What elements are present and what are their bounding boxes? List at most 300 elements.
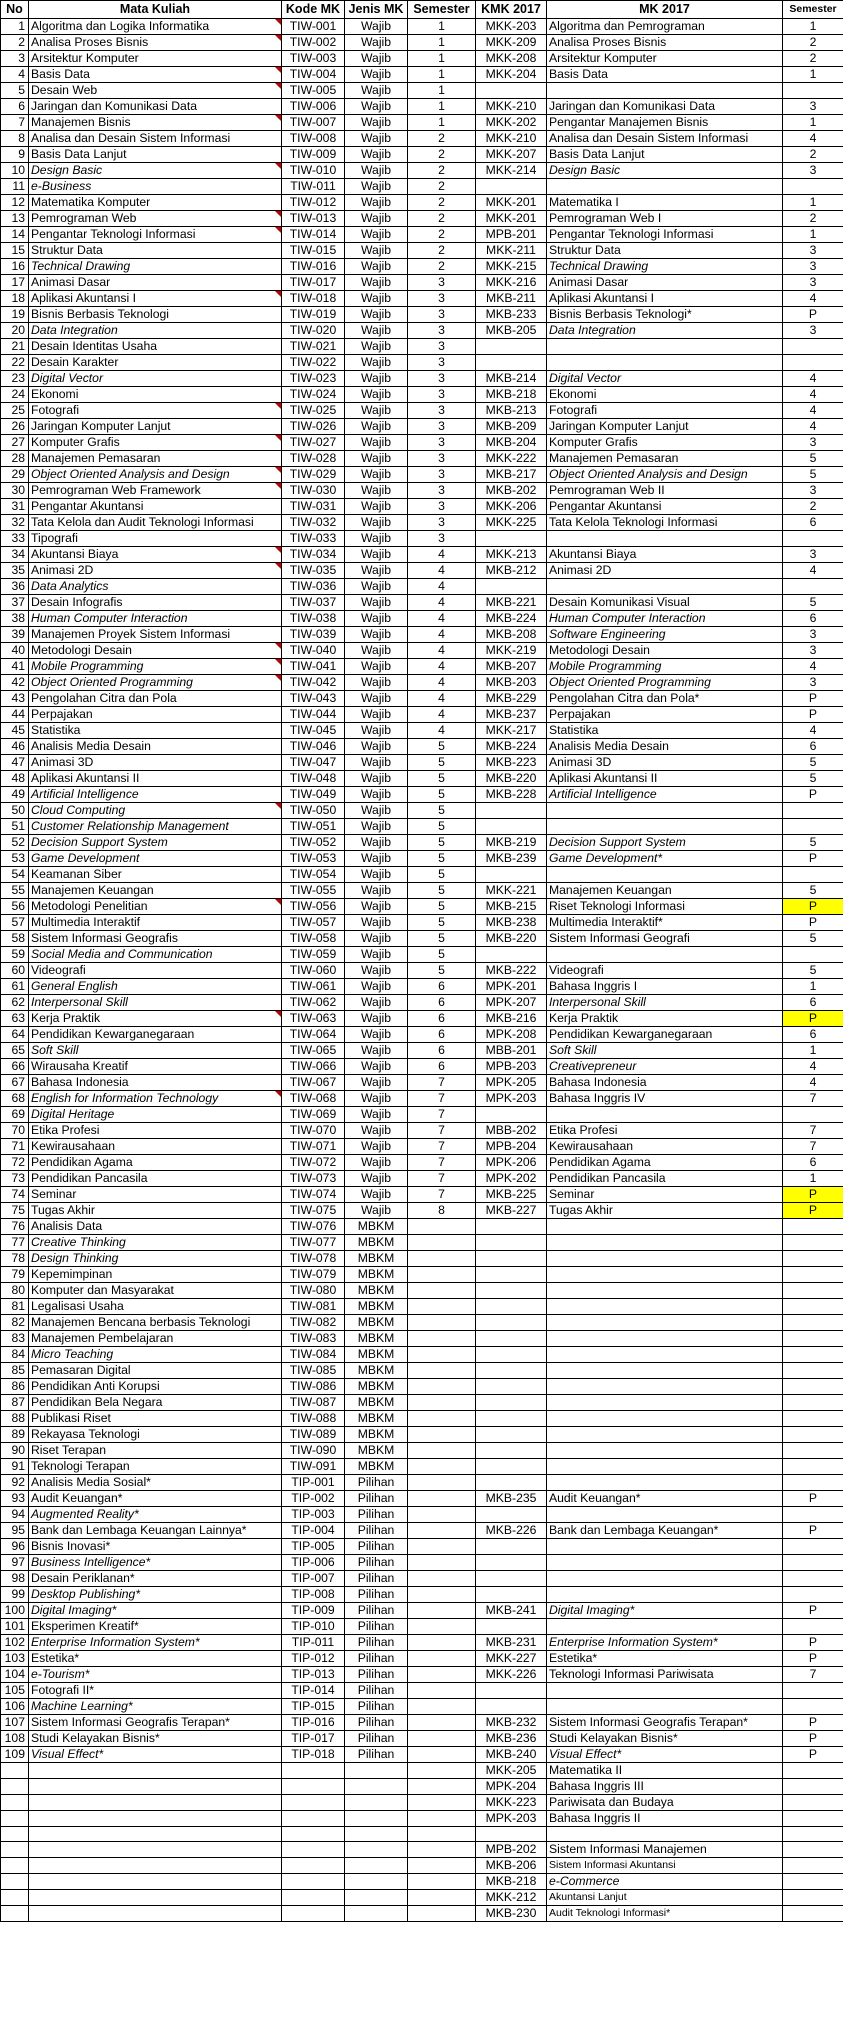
cell-no: 15 [1, 242, 29, 258]
cell-mk-2017: Decision Support System [547, 834, 783, 850]
cell-mk-2017: Bahasa Inggris II [547, 1810, 783, 1826]
cell-semester-2017 [783, 1234, 843, 1250]
cell-mk-2017: Audit Teknologi Informasi* [547, 1906, 783, 1922]
cell-semester-2017: P [783, 1010, 843, 1026]
cell-mk-2017: Pengantar Manajemen Bisnis [547, 114, 783, 130]
cell-semester-2017 [783, 1442, 843, 1458]
cell-no: 102 [1, 1634, 29, 1650]
table-row [1, 1202, 843, 1218]
cell-semester: 4 [408, 578, 476, 594]
cell-mata-kuliah [29, 1858, 282, 1874]
cell-mata-kuliah: Manajemen Proyek Sistem Informasi [29, 626, 282, 642]
cell-kmk-2017: MKK-208 [476, 50, 547, 66]
cell-mk-2017 [547, 1394, 783, 1410]
cell-jenis-mk: Pilihan [345, 1698, 408, 1714]
cell-kode-mk: TIW-025 [282, 402, 345, 418]
cell-no: 99 [1, 1586, 29, 1602]
cell-mata-kuliah: Visual Effect* [29, 1746, 282, 1762]
cell-kode-mk: TIW-062 [282, 994, 345, 1010]
table-row [1, 338, 843, 354]
cell-jenis-mk: Wajib [345, 882, 408, 898]
cell-no: 86 [1, 1378, 29, 1394]
cell-semester: 3 [408, 482, 476, 498]
cell-semester [408, 1554, 476, 1570]
cell-semester-2017: 4 [783, 1058, 843, 1074]
cell-jenis-mk: Pilihan [345, 1538, 408, 1554]
cell-kmk-2017: MKB-222 [476, 962, 547, 978]
table-row [1, 1154, 843, 1170]
cell-mk-2017: Matematika I [547, 194, 783, 210]
cell-semester: 4 [408, 626, 476, 642]
cell-no: 50 [1, 802, 29, 818]
cell-semester-2017: 3 [783, 642, 843, 658]
cell-jenis-mk: Wajib [345, 834, 408, 850]
cell-mk-2017 [547, 1426, 783, 1442]
cell-kode-mk: TIW-088 [282, 1410, 345, 1426]
cell-semester [408, 1746, 476, 1762]
cell-no: 78 [1, 1250, 29, 1266]
table-row [1, 690, 843, 706]
cell-semester [408, 1362, 476, 1378]
cell-mata-kuliah: Estetika* [29, 1650, 282, 1666]
cell-mata-kuliah: Design Basic [29, 162, 282, 178]
table-row [1, 1666, 843, 1682]
cell-mk-2017: Audit Keuangan* [547, 1490, 783, 1506]
table-row [1, 402, 843, 418]
header-mata-kuliah: Mata Kuliah [29, 1, 282, 19]
cell-semester [408, 1858, 476, 1874]
cell-mk-2017 [547, 1234, 783, 1250]
cell-jenis-mk: Wajib [345, 626, 408, 642]
cell-mk-2017: Mobile Programming [547, 658, 783, 674]
cell-mata-kuliah: Publikasi Riset [29, 1410, 282, 1426]
cell-mk-2017: Sistem Informasi Manajemen [547, 1842, 783, 1858]
header-jenis-mk: Jenis MK [345, 1, 408, 19]
cell-kmk-2017: MKK-209 [476, 34, 547, 50]
cell-kmk-2017 [476, 1250, 547, 1266]
cell-mata-kuliah: Pemrograman Web [29, 210, 282, 226]
cell-semester-2017 [783, 1538, 843, 1554]
table-row [1, 850, 843, 866]
cell-semester-2017: 3 [783, 674, 843, 690]
cell-kode-mk: TIW-046 [282, 738, 345, 754]
cell-kmk-2017: MKB-221 [476, 594, 547, 610]
cell-mata-kuliah: Interpersonal Skill [29, 994, 282, 1010]
cell-kmk-2017: MKB-204 [476, 434, 547, 450]
table-row [1, 194, 843, 210]
cell-kode-mk: TIW-069 [282, 1106, 345, 1122]
cell-mata-kuliah: Human Computer Interaction [29, 610, 282, 626]
cell-semester-2017 [783, 802, 843, 818]
cell-kmk-2017 [476, 1538, 547, 1554]
cell-semester-2017: 7 [783, 1138, 843, 1154]
table-row [1, 1442, 843, 1458]
cell-mk-2017: Sistem Informasi Akuntansi [547, 1858, 783, 1874]
cell-no: 63 [1, 1010, 29, 1026]
cell-no: 28 [1, 450, 29, 466]
cell-mata-kuliah [29, 1778, 282, 1794]
table-row [1, 1890, 843, 1906]
cell-mk-2017: Digital Imaging* [547, 1602, 783, 1618]
cell-mata-kuliah: Kerja Praktik [29, 1010, 282, 1026]
table-row [1, 722, 843, 738]
cell-jenis-mk: Wajib [345, 978, 408, 994]
cell-kmk-2017: MKB-206 [476, 1858, 547, 1874]
cell-mata-kuliah: Data Integration [29, 322, 282, 338]
header-kmk-2017: KMK 2017 [476, 1, 547, 19]
cell-mata-kuliah: Digital Vector [29, 370, 282, 386]
table-row [1, 1810, 843, 1826]
cell-mk-2017 [547, 1362, 783, 1378]
cell-mk-2017: Statistika [547, 722, 783, 738]
cell-mk-2017: Bahasa Inggris IV [547, 1090, 783, 1106]
cell-kmk-2017: MKK-203 [476, 18, 547, 34]
cell-semester: 5 [408, 882, 476, 898]
cell-semester-2017 [783, 1314, 843, 1330]
cell-semester [408, 1698, 476, 1714]
cell-mata-kuliah: Desain Periklanan* [29, 1570, 282, 1586]
header-no: No [1, 1, 29, 19]
cell-no [1, 1762, 29, 1778]
cell-kode-mk: TIW-035 [282, 562, 345, 578]
cell-kmk-2017: MKB-209 [476, 418, 547, 434]
table-row [1, 274, 843, 290]
cell-no: 77 [1, 1234, 29, 1250]
cell-kode-mk: TIW-031 [282, 498, 345, 514]
cell-semester-2017: 2 [783, 498, 843, 514]
cell-semester: 5 [408, 850, 476, 866]
cell-semester [408, 1282, 476, 1298]
cell-jenis-mk: Wajib [345, 1042, 408, 1058]
cell-jenis-mk: Wajib [345, 850, 408, 866]
cell-jenis-mk: Wajib [345, 258, 408, 274]
cell-kmk-2017 [476, 1426, 547, 1442]
cell-semester-2017: P [783, 786, 843, 802]
cell-no: 22 [1, 354, 29, 370]
cell-no: 34 [1, 546, 29, 562]
cell-mk-2017: Bank dan Lembaga Keuangan* [547, 1522, 783, 1538]
cell-mata-kuliah: Ekonomi [29, 386, 282, 402]
cell-kode-mk: TIW-039 [282, 626, 345, 642]
table-row [1, 226, 843, 242]
cell-mk-2017: Bahasa Inggris III [547, 1778, 783, 1794]
cell-mk-2017: Digital Vector [547, 370, 783, 386]
cell-jenis-mk: Wajib [345, 322, 408, 338]
cell-semester: 6 [408, 1026, 476, 1042]
cell-mk-2017 [547, 1826, 783, 1842]
table-row [1, 962, 843, 978]
cell-mata-kuliah: Pengantar Teknologi Informasi [29, 226, 282, 242]
table-row [1, 1490, 843, 1506]
cell-kode-mk: TIP-006 [282, 1554, 345, 1570]
cell-semester-2017 [783, 354, 843, 370]
cell-semester-2017 [783, 1266, 843, 1282]
cell-jenis-mk: Pilihan [345, 1474, 408, 1490]
cell-semester-2017 [783, 1842, 843, 1858]
cell-kmk-2017: MPK-206 [476, 1154, 547, 1170]
cell-no: 5 [1, 82, 29, 98]
cell-jenis-mk: Wajib [345, 82, 408, 98]
cell-kmk-2017 [476, 1554, 547, 1570]
cell-jenis-mk: Wajib [345, 818, 408, 834]
cell-semester-2017: 3 [783, 162, 843, 178]
cell-kode-mk [282, 1906, 345, 1922]
cell-jenis-mk: Wajib [345, 1026, 408, 1042]
cell-mata-kuliah: Aplikasi Akuntansi II [29, 770, 282, 786]
cell-semester-2017: 3 [783, 98, 843, 114]
cell-kode-mk: TIW-024 [282, 386, 345, 402]
cell-mk-2017: Aplikasi Akuntansi I [547, 290, 783, 306]
table-row [1, 978, 843, 994]
cell-kode-mk: TIW-044 [282, 706, 345, 722]
cell-kmk-2017: MKK-215 [476, 258, 547, 274]
cell-mk-2017 [547, 1474, 783, 1490]
table-row [1, 146, 843, 162]
cell-semester: 1 [408, 98, 476, 114]
cell-no: 57 [1, 914, 29, 930]
cell-jenis-mk: Wajib [345, 370, 408, 386]
cell-semester-2017: 6 [783, 994, 843, 1010]
table-row [1, 1650, 843, 1666]
cell-semester-2017: 5 [783, 754, 843, 770]
cell-semester: 2 [408, 242, 476, 258]
cell-no: 13 [1, 210, 29, 226]
cell-no: 97 [1, 1554, 29, 1570]
cell-no: 10 [1, 162, 29, 178]
cell-mata-kuliah: Artificial Intelligence [29, 786, 282, 802]
cell-no: 4 [1, 66, 29, 82]
table-row [1, 1746, 843, 1762]
table-row [1, 1842, 843, 1858]
cell-mk-2017: Etika Profesi [547, 1122, 783, 1138]
cell-kode-mk: TIW-061 [282, 978, 345, 994]
cell-kode-mk: TIW-021 [282, 338, 345, 354]
cell-semester [408, 1762, 476, 1778]
table-row [1, 1906, 843, 1922]
cell-mata-kuliah: Videografi [29, 962, 282, 978]
cell-mata-kuliah: Enterprise Information System* [29, 1634, 282, 1650]
cell-semester-2017 [783, 578, 843, 594]
cell-kode-mk: TIP-011 [282, 1634, 345, 1650]
cell-mk-2017 [547, 1554, 783, 1570]
cell-no: 44 [1, 706, 29, 722]
cell-kode-mk: TIW-042 [282, 674, 345, 690]
cell-semester-2017 [783, 530, 843, 546]
table-row [1, 1010, 843, 1026]
cell-kode-mk [282, 1826, 345, 1842]
cell-no: 62 [1, 994, 29, 1010]
cell-kode-mk: TIW-064 [282, 1026, 345, 1042]
table-row [1, 18, 843, 34]
cell-mata-kuliah: Mobile Programming [29, 658, 282, 674]
cell-kode-mk: TIW-059 [282, 946, 345, 962]
cell-mk-2017: Videografi [547, 962, 783, 978]
cell-no: 19 [1, 306, 29, 322]
cell-kmk-2017: MKB-230 [476, 1906, 547, 1922]
cell-semester: 2 [408, 130, 476, 146]
cell-kode-mk: TIW-074 [282, 1186, 345, 1202]
cell-jenis-mk: Wajib [345, 1106, 408, 1122]
cell-semester-2017: P [783, 1650, 843, 1666]
cell-mk-2017: Multimedia Interaktif* [547, 914, 783, 930]
cell-semester: 3 [408, 306, 476, 322]
cell-jenis-mk: Wajib [345, 194, 408, 210]
cell-jenis-mk: Pilihan [345, 1682, 408, 1698]
cell-mk-2017 [547, 866, 783, 882]
cell-semester-2017: P [783, 1602, 843, 1618]
table-row [1, 210, 843, 226]
cell-jenis-mk: Wajib [345, 786, 408, 802]
table-row [1, 578, 843, 594]
cell-jenis-mk: Wajib [345, 674, 408, 690]
cell-no: 23 [1, 370, 29, 386]
cell-mata-kuliah: Legalisasi Usaha [29, 1298, 282, 1314]
cell-kode-mk: TIW-054 [282, 866, 345, 882]
cell-kmk-2017: MKK-222 [476, 450, 547, 466]
cell-no: 66 [1, 1058, 29, 1074]
cell-mata-kuliah: Pendidikan Agama [29, 1154, 282, 1170]
cell-kode-mk [282, 1762, 345, 1778]
cell-semester [408, 1410, 476, 1426]
cell-mata-kuliah [29, 1810, 282, 1826]
cell-kmk-2017: MKB-218 [476, 1874, 547, 1890]
cell-kmk-2017: MKK-226 [476, 1666, 547, 1682]
cell-semester: 2 [408, 162, 476, 178]
cell-no: 17 [1, 274, 29, 290]
cell-semester [408, 1714, 476, 1730]
cell-semester-2017: 1 [783, 194, 843, 210]
cell-mk-2017: Manajemen Keuangan [547, 882, 783, 898]
cell-mk-2017 [547, 1442, 783, 1458]
cell-kode-mk: TIP-009 [282, 1602, 345, 1618]
cell-semester-2017: 5 [783, 962, 843, 978]
cell-kmk-2017 [476, 1458, 547, 1474]
table-row [1, 354, 843, 370]
header-mk-2017: MK 2017 [547, 1, 783, 19]
cell-mata-kuliah: Desain Web [29, 82, 282, 98]
cell-mk-2017: Creativepreneur [547, 1058, 783, 1074]
cell-semester: 4 [408, 562, 476, 578]
cell-mk-2017 [547, 1698, 783, 1714]
cell-semester-2017: 5 [783, 594, 843, 610]
cell-kode-mk: TIW-072 [282, 1154, 345, 1170]
cell-kmk-2017: MKB-218 [476, 386, 547, 402]
cell-no: 35 [1, 562, 29, 578]
cell-mk-2017: Pendidikan Agama [547, 1154, 783, 1170]
cell-no: 3 [1, 50, 29, 66]
cell-mk-2017 [547, 578, 783, 594]
cell-jenis-mk [345, 1778, 408, 1794]
cell-semester-2017: 4 [783, 370, 843, 386]
cell-semester [408, 1218, 476, 1234]
cell-mk-2017: Jaringan Komputer Lanjut [547, 418, 783, 434]
cell-mata-kuliah: Basis Data Lanjut [29, 146, 282, 162]
cell-jenis-mk: Pilihan [345, 1730, 408, 1746]
cell-semester: 1 [408, 66, 476, 82]
cell-jenis-mk: Wajib [345, 418, 408, 434]
cell-jenis-mk: Wajib [345, 114, 408, 130]
cell-jenis-mk: Pilihan [345, 1554, 408, 1570]
cell-mata-kuliah: Jaringan Komputer Lanjut [29, 418, 282, 434]
cell-kmk-2017 [476, 946, 547, 962]
cell-semester: 6 [408, 978, 476, 994]
cell-semester-2017: 4 [783, 290, 843, 306]
cell-semester [408, 1810, 476, 1826]
cell-kmk-2017: MBB-202 [476, 1122, 547, 1138]
cell-kode-mk: TIW-030 [282, 482, 345, 498]
cell-kmk-2017: MKB-215 [476, 898, 547, 914]
cell-mk-2017: Data Integration [547, 322, 783, 338]
cell-kmk-2017: MKK-207 [476, 146, 547, 162]
cell-kmk-2017: MKB-235 [476, 1490, 547, 1506]
cell-semester-2017: P [783, 898, 843, 914]
table-row [1, 786, 843, 802]
cell-kode-mk: TIW-023 [282, 370, 345, 386]
cell-semester: 5 [408, 914, 476, 930]
table-row [1, 1122, 843, 1138]
cell-kmk-2017: MKB-240 [476, 1746, 547, 1762]
cell-mk-2017: Jaringan dan Komunikasi Data [547, 98, 783, 114]
cell-no: 43 [1, 690, 29, 706]
cell-kode-mk: TIP-014 [282, 1682, 345, 1698]
cell-mk-2017 [547, 1458, 783, 1474]
cell-kmk-2017 [476, 1570, 547, 1586]
cell-kode-mk: TIW-032 [282, 514, 345, 530]
cell-no: 108 [1, 1730, 29, 1746]
cell-jenis-mk: Wajib [345, 1138, 408, 1154]
cell-semester [408, 1778, 476, 1794]
cell-semester [408, 1842, 476, 1858]
table-row [1, 738, 843, 754]
cell-jenis-mk: MBKM [345, 1218, 408, 1234]
cell-mk-2017: e-Commerce [547, 1874, 783, 1890]
cell-mata-kuliah: Digital Heritage [29, 1106, 282, 1122]
cell-semester-2017 [783, 1682, 843, 1698]
cell-mk-2017: Perpajakan [547, 706, 783, 722]
cell-kode-mk [282, 1794, 345, 1810]
cell-semester: 5 [408, 834, 476, 850]
cell-mk-2017: Animasi 2D [547, 562, 783, 578]
cell-semester [408, 1682, 476, 1698]
cell-kmk-2017: MPB-201 [476, 226, 547, 242]
cell-mk-2017: Ekonomi [547, 386, 783, 402]
cell-kmk-2017: MKB-227 [476, 1202, 547, 1218]
cell-jenis-mk: Wajib [345, 594, 408, 610]
cell-semester-2017 [783, 1570, 843, 1586]
cell-semester-2017: P [783, 1202, 843, 1218]
cell-semester-2017: 6 [783, 610, 843, 626]
cell-kmk-2017: MBB-201 [476, 1042, 547, 1058]
cell-semester-2017 [783, 946, 843, 962]
cell-mk-2017: Artificial Intelligence [547, 786, 783, 802]
cell-kmk-2017: MKB-241 [476, 1602, 547, 1618]
cell-kmk-2017 [476, 818, 547, 834]
table-row [1, 834, 843, 850]
cell-mata-kuliah: Object Oriented Programming [29, 674, 282, 690]
cell-no: 14 [1, 226, 29, 242]
cell-no: 64 [1, 1026, 29, 1042]
cell-kode-mk: TIW-047 [282, 754, 345, 770]
table-row [1, 770, 843, 786]
cell-semester: 3 [408, 466, 476, 482]
cell-no [1, 1826, 29, 1842]
cell-no: 7 [1, 114, 29, 130]
cell-mata-kuliah: Wirausaha Kreatif [29, 1058, 282, 1074]
cell-no: 12 [1, 194, 29, 210]
cell-semester-2017: 4 [783, 658, 843, 674]
cell-mk-2017: Struktur Data [547, 242, 783, 258]
cell-mk-2017: Fotografi [547, 402, 783, 418]
